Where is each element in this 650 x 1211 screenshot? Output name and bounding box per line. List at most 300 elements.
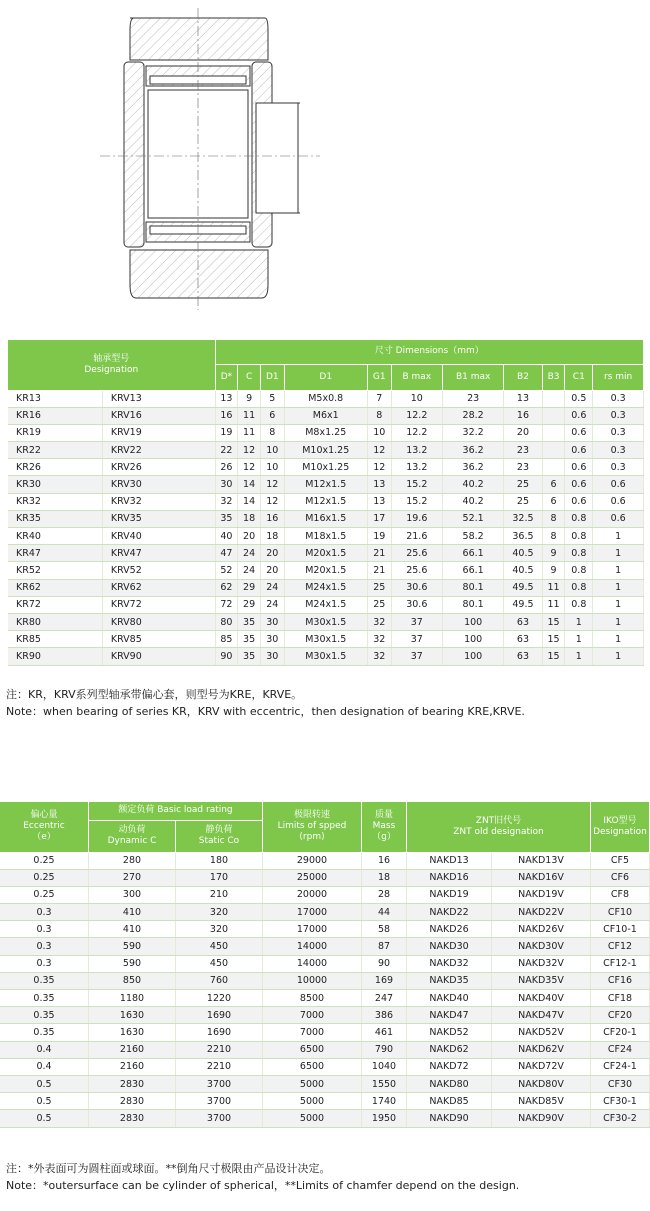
table-cell: 6500: [263, 1041, 362, 1058]
table-cell: 0.3: [593, 459, 644, 476]
column-header: B3: [542, 364, 565, 390]
table-cell: 0.3: [0, 904, 89, 921]
table-cell: 40.2: [442, 493, 503, 510]
table-cell: 11: [238, 424, 261, 441]
table-cell: NAKD32: [407, 955, 492, 972]
table-cell: KR19: [8, 424, 102, 441]
table-cell: 18: [238, 510, 261, 527]
table-cell: KR13: [8, 390, 102, 407]
table-cell: KRV26: [102, 459, 215, 476]
table-cell: 0.35: [0, 990, 89, 1007]
table-cell: NAKD72V: [492, 1058, 591, 1075]
table-cell: 32: [367, 631, 391, 648]
table-cell: 0.6: [565, 493, 593, 510]
table-cell: 0.25: [0, 869, 89, 886]
table-cell: 49.5: [504, 579, 542, 596]
table-cell: 30.6: [391, 596, 442, 613]
column-header: C: [238, 364, 261, 390]
table-cell: 1: [593, 545, 644, 562]
table-cell: KRV13: [102, 390, 215, 407]
table-cell: 1550: [362, 1075, 407, 1092]
table-cell: M24x1.5: [284, 579, 367, 596]
table-cell: 24: [260, 579, 284, 596]
table-cell: 2160: [89, 1058, 176, 1075]
table-cell: NAKD30: [407, 938, 492, 955]
table-cell: 5000: [263, 1093, 362, 1110]
table-cell: NAKD35: [407, 972, 492, 989]
table-cell: 10: [391, 390, 442, 407]
table-cell: 52.1: [442, 510, 503, 527]
table-cell: 0.6: [565, 407, 593, 424]
table-cell: KRV90: [102, 648, 215, 665]
table-cell: 461: [362, 1024, 407, 1041]
table-cell: 36.5: [504, 528, 542, 545]
table-cell: KR30: [8, 476, 102, 493]
table-cell: KR80: [8, 613, 102, 630]
table-cell: 40.5: [504, 562, 542, 579]
table-row: [0, 1110, 650, 1127]
table-cell: 1: [565, 613, 593, 630]
table-cell: M12x1.5: [284, 493, 367, 510]
table-cell: KRV32: [102, 493, 215, 510]
table-cell: 13.2: [391, 442, 442, 459]
table-cell: 32.2: [442, 424, 503, 441]
table-cell: [542, 407, 565, 424]
table-cell: 23: [504, 442, 542, 459]
table-cell: 8: [260, 424, 284, 441]
table-cell: 100: [442, 631, 503, 648]
table-row: [0, 1058, 650, 1075]
table-cell: 15: [542, 648, 565, 665]
table-cell: KR85: [8, 631, 102, 648]
table-cell: NAKD52: [407, 1024, 492, 1041]
note-cn: 注：*外表面可为圆柱面或球面。**倒角尺寸极限由产品设计决定。: [6, 1162, 331, 1175]
table-cell: KRV19: [102, 424, 215, 441]
table-cell: 36.2: [442, 442, 503, 459]
table-cell: 1690: [176, 1007, 263, 1024]
table-cell: KRV52: [102, 562, 215, 579]
table-cell: 13.2: [391, 459, 442, 476]
table-cell: 0.3: [593, 390, 644, 407]
table-cell: 850: [89, 972, 176, 989]
table-cell: 410: [89, 904, 176, 921]
table-cell: 66.1: [442, 545, 503, 562]
table-row: [8, 545, 644, 562]
table-cell: 14: [238, 493, 261, 510]
table-cell: 1: [593, 596, 644, 613]
table-cell: 1: [593, 648, 644, 665]
table-cell: CF18: [590, 990, 649, 1007]
table-row: [8, 510, 644, 527]
znt-header: ZNT旧代号 ZNT old designation: [407, 802, 591, 852]
table-cell: 16: [362, 852, 407, 869]
table-row: [0, 869, 650, 886]
table-cell: KR35: [8, 510, 102, 527]
table-cell: M5x0.8: [284, 390, 367, 407]
table-cell: 450: [176, 938, 263, 955]
table-cell: 90: [362, 955, 407, 972]
table-cell: 24: [260, 596, 284, 613]
table-cell: 12: [238, 459, 261, 476]
table-cell: 20: [504, 424, 542, 441]
table-cell: NAKD22: [407, 904, 492, 921]
table-cell: KR52: [8, 562, 102, 579]
column-header: B2: [504, 364, 542, 390]
table-cell: KRV16: [102, 407, 215, 424]
table-cell: NAKD47V: [492, 1007, 591, 1024]
table-cell: 1180: [89, 990, 176, 1007]
table-cell: 5: [260, 390, 284, 407]
table-cell: 6500: [263, 1058, 362, 1075]
table-cell: 1220: [176, 990, 263, 1007]
column-header: B max: [391, 364, 442, 390]
table-cell: 6: [260, 407, 284, 424]
table-cell: 210: [176, 886, 263, 903]
table-cell: 5000: [263, 1110, 362, 1127]
table-cell: 18: [260, 528, 284, 545]
table-cell: 25.6: [391, 545, 442, 562]
table-cell: NAKD22V: [492, 904, 591, 921]
table-cell: KR62: [8, 579, 102, 596]
table-cell: 26: [215, 459, 238, 476]
table-cell: 29: [238, 596, 261, 613]
table-cell: 16: [215, 407, 238, 424]
table-cell: 12: [238, 442, 261, 459]
table-cell: 0.6: [593, 476, 644, 493]
table-cell: 13: [215, 390, 238, 407]
table-row: [0, 955, 650, 972]
note-surface: [6, 1160, 519, 1194]
table-cell: 0.5: [0, 1075, 89, 1092]
table-row: [8, 476, 644, 493]
table-cell: CF16: [590, 972, 649, 989]
table-cell: 62: [215, 579, 238, 596]
table-cell: 1: [593, 528, 644, 545]
table-cell: KRV47: [102, 545, 215, 562]
table-cell: 0.3: [593, 442, 644, 459]
table-cell: [542, 459, 565, 476]
table-cell: 66.1: [442, 562, 503, 579]
table-cell: NAKD80: [407, 1075, 492, 1092]
table-cell: 24: [238, 562, 261, 579]
table-row: [8, 631, 644, 648]
table-cell: KR22: [8, 442, 102, 459]
table-cell: CF8: [590, 886, 649, 903]
table-cell: [542, 442, 565, 459]
table-cell: 1950: [362, 1110, 407, 1127]
table-cell: 3700: [176, 1093, 263, 1110]
table-cell: NAKD19: [407, 886, 492, 903]
table-cell: 300: [89, 886, 176, 903]
table-cell: 85: [215, 631, 238, 648]
table-cell: KR40: [8, 528, 102, 545]
table-cell: 169: [362, 972, 407, 989]
table-cell: CF10: [590, 904, 649, 921]
table-row: [0, 972, 650, 989]
table-cell: KR72: [8, 596, 102, 613]
table-cell: CF24: [590, 1041, 649, 1058]
table-cell: 0.25: [0, 886, 89, 903]
table-cell: 1040: [362, 1058, 407, 1075]
table-cell: CF5: [590, 852, 649, 869]
speed-header: 极限转速 Limits of spped (rpm): [263, 802, 362, 852]
table-cell: KRV80: [102, 613, 215, 630]
table-row: [0, 852, 650, 869]
table-cell: NAKD85V: [492, 1093, 591, 1110]
table-cell: 0.5: [565, 390, 593, 407]
table-cell: 0.8: [565, 562, 593, 579]
table-row: [8, 596, 644, 613]
table-cell: 1630: [89, 1007, 176, 1024]
column-header: C1: [565, 364, 593, 390]
table-cell: 100: [442, 613, 503, 630]
column-header: D*: [215, 364, 238, 390]
table-cell: 2830: [89, 1093, 176, 1110]
table-cell: 20000: [263, 886, 362, 903]
table-cell: 5000: [263, 1075, 362, 1092]
table-cell: M30x1.5: [284, 648, 367, 665]
note-eccentric: [6, 686, 525, 720]
table-cell: 49.5: [504, 596, 542, 613]
table-cell: 0.8: [565, 579, 593, 596]
column-header: D1: [284, 364, 367, 390]
table-cell: 15.2: [391, 476, 442, 493]
table-cell: 9: [542, 562, 565, 579]
table-cell: 1690: [176, 1024, 263, 1041]
table-cell: 32: [367, 613, 391, 630]
table-cell: 12.2: [391, 424, 442, 441]
table-cell: NAKD16V: [492, 869, 591, 886]
table-cell: 21.6: [391, 528, 442, 545]
table-cell: 32: [367, 648, 391, 665]
table-cell: 6: [542, 493, 565, 510]
table-cell: 14000: [263, 955, 362, 972]
table-cell: 22: [215, 442, 238, 459]
table-row: [8, 613, 644, 630]
table-cell: 0.6: [565, 442, 593, 459]
table-cell: 52: [215, 562, 238, 579]
table-cell: M16x1.5: [284, 510, 367, 527]
table-cell: NAKD40V: [492, 990, 591, 1007]
table-cell: 12: [260, 493, 284, 510]
table-cell: 36.2: [442, 459, 503, 476]
table-cell: 8: [542, 528, 565, 545]
table-cell: NAKD72: [407, 1058, 492, 1075]
table-cell: 18: [362, 869, 407, 886]
table-cell: 1: [593, 631, 644, 648]
table-cell: 29: [238, 579, 261, 596]
load-rating-header: 额定负荷 Basic load rating: [89, 802, 263, 820]
table-cell: 320: [176, 904, 263, 921]
table-cell: M6x1: [284, 407, 367, 424]
table-cell: 7000: [263, 1007, 362, 1024]
table-cell: 270: [89, 869, 176, 886]
table-cell: 17: [367, 510, 391, 527]
table-cell: 0.8: [565, 510, 593, 527]
table-cell: 760: [176, 972, 263, 989]
table-cell: 8: [367, 407, 391, 424]
table-cell: M12x1.5: [284, 476, 367, 493]
table-cell: 16: [260, 510, 284, 527]
table-cell: 25: [504, 493, 542, 510]
table-cell: [542, 424, 565, 441]
table-cell: 25: [367, 579, 391, 596]
table-row: [0, 904, 650, 921]
table-cell: 7000: [263, 1024, 362, 1041]
table-cell: 32: [215, 493, 238, 510]
table-cell: 87: [362, 938, 407, 955]
table-cell: 1: [593, 613, 644, 630]
table-cell: 1: [565, 648, 593, 665]
table-cell: KR26: [8, 459, 102, 476]
note-en: Note：*outersurface can be cylinder of spherical，**Limits of chamfer depend on the design.: [6, 1179, 520, 1192]
table-cell: 12.2: [391, 407, 442, 424]
table-cell: NAKD90: [407, 1110, 492, 1127]
table-cell: 10: [260, 442, 284, 459]
table-cell: 0.6: [593, 493, 644, 510]
table-cell: M10x1.25: [284, 459, 367, 476]
table-cell: M10x1.25: [284, 442, 367, 459]
table-cell: 13: [367, 476, 391, 493]
table-cell: 170: [176, 869, 263, 886]
table-row: [0, 1093, 650, 1110]
table-cell: 0.6: [565, 459, 593, 476]
table-cell: 80.1: [442, 596, 503, 613]
table-cell: 10: [260, 459, 284, 476]
table-cell: 7: [367, 390, 391, 407]
table-cell: 23: [442, 390, 503, 407]
table-cell: KRV35: [102, 510, 215, 527]
table-cell: 19.6: [391, 510, 442, 527]
table-cell: 0.5: [0, 1093, 89, 1110]
table-cell: 1630: [89, 1024, 176, 1041]
table-cell: 90: [215, 648, 238, 665]
table-cell: CF20: [590, 1007, 649, 1024]
table-cell: 24: [238, 545, 261, 562]
table-cell: 410: [89, 921, 176, 938]
table-cell: NAKD13: [407, 852, 492, 869]
table-cell: 14: [238, 476, 261, 493]
table-cell: NAKD52V: [492, 1024, 591, 1041]
note-cn: 注：KR，KRV系列型轴承带偏心套，则型号为KRE，KRVE。: [6, 688, 303, 701]
table-cell: 35: [238, 613, 261, 630]
table-cell: 37: [391, 631, 442, 648]
table-cell: 9: [238, 390, 261, 407]
table-cell: 21: [367, 562, 391, 579]
table-cell: 40.5: [504, 545, 542, 562]
table-cell: 590: [89, 955, 176, 972]
table-cell: 0.8: [565, 596, 593, 613]
table-cell: M30x1.5: [284, 613, 367, 630]
table-cell: 58.2: [442, 528, 503, 545]
table-cell: 25000: [263, 869, 362, 886]
table-cell: 1: [593, 579, 644, 596]
column-header: G1: [367, 364, 391, 390]
table-cell: 80.1: [442, 579, 503, 596]
table-cell: 0.3: [0, 938, 89, 955]
table-cell: M30x1.5: [284, 631, 367, 648]
load-rating-table: [0, 802, 650, 1128]
table-cell: 0.3: [0, 955, 89, 972]
table-cell: NAKD26: [407, 921, 492, 938]
table-cell: 11: [238, 407, 261, 424]
table-cell: 2210: [176, 1058, 263, 1075]
table-cell: 47: [215, 545, 238, 562]
table-cell: KRV85: [102, 631, 215, 648]
table-cell: NAKD32V: [492, 955, 591, 972]
table-cell: CF30-1: [590, 1093, 649, 1110]
dynamic-header: 动负荷 Dynamic C: [89, 820, 176, 852]
table-row: [8, 407, 644, 424]
table-row: [8, 424, 644, 441]
table-cell: 0.3: [0, 921, 89, 938]
table-cell: 28.2: [442, 407, 503, 424]
table-row: [8, 442, 644, 459]
table-cell: CF12: [590, 938, 649, 955]
table-cell: 37: [391, 648, 442, 665]
table-cell: NAKD26V: [492, 921, 591, 938]
table-cell: 0.3: [593, 424, 644, 441]
table-cell: 25: [367, 596, 391, 613]
table-cell: KR47: [8, 545, 102, 562]
table-cell: 58: [362, 921, 407, 938]
table-cell: CF10-1: [590, 921, 649, 938]
table-cell: 11: [542, 579, 565, 596]
table-cell: KRV40: [102, 528, 215, 545]
table-cell: 280: [89, 852, 176, 869]
table-cell: 23: [504, 459, 542, 476]
table-cell: CF6: [590, 869, 649, 886]
table-cell: 450: [176, 955, 263, 972]
table-cell: 10: [367, 424, 391, 441]
table-cell: 0.35: [0, 1007, 89, 1024]
table-row: [0, 1041, 650, 1058]
table-cell: 20: [260, 545, 284, 562]
table-cell: 35: [215, 510, 238, 527]
table-cell: 0.35: [0, 1024, 89, 1041]
table-cell: 9: [542, 545, 565, 562]
table-cell: 63: [504, 613, 542, 630]
table-row: [0, 938, 650, 955]
table-cell: 30: [260, 613, 284, 630]
table-cell: CF20-1: [590, 1024, 649, 1041]
table-cell: [542, 390, 565, 407]
table-cell: 15: [542, 613, 565, 630]
mass-header: 质量 Mass （g）: [362, 802, 407, 852]
table-cell: NAKD30V: [492, 938, 591, 955]
table-row: [0, 990, 650, 1007]
table-cell: 30: [260, 648, 284, 665]
iko-header: IKO型号 Designation: [590, 802, 649, 852]
bearing-drawing: [0, 0, 650, 330]
table-cell: NAKD40: [407, 990, 492, 1007]
table-cell: 0.5: [0, 1110, 89, 1127]
table-cell: 8500: [263, 990, 362, 1007]
table-cell: 40: [215, 528, 238, 545]
table-cell: 11: [542, 596, 565, 613]
table-cell: 63: [504, 648, 542, 665]
table-cell: CF30-2: [590, 1110, 649, 1127]
table-cell: 3700: [176, 1110, 263, 1127]
table-cell: 8: [542, 510, 565, 527]
table-cell: 100: [442, 648, 503, 665]
table-cell: 2160: [89, 1041, 176, 1058]
table-cell: 386: [362, 1007, 407, 1024]
table-cell: NAKD85: [407, 1093, 492, 1110]
table-row: [0, 1007, 650, 1024]
table-cell: NAKD19V: [492, 886, 591, 903]
table-cell: 29000: [263, 852, 362, 869]
